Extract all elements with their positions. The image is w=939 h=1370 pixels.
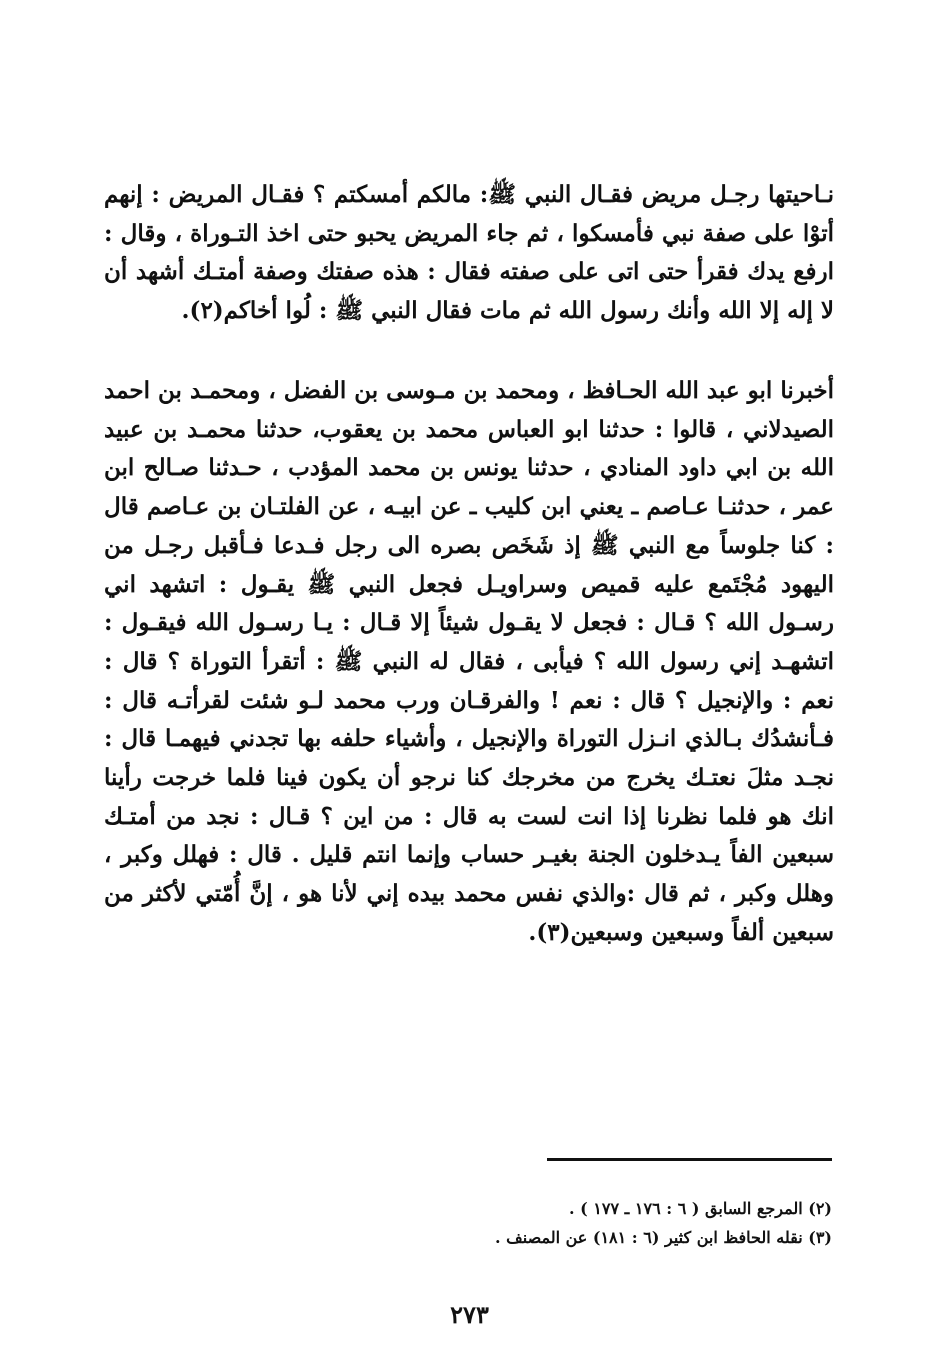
page-number: ٢٧٣ xyxy=(450,1300,489,1329)
body-paragraph-1 xyxy=(104,176,834,331)
body-paragraph-2 xyxy=(104,372,834,953)
footnote-2: (٢) المرجع السابق ( ٦ : ١٧٦ ـ ١٧٧ ) . xyxy=(569,1199,832,1218)
footnotes xyxy=(380,1194,832,1252)
footnote-divider xyxy=(547,1158,832,1161)
paragraph-text: نـاحيتها رجـل مريض فقـال النبي ﷺ: مالكم أمسكتم ؟ فقـال المريض : إنهم أتوْا على صفة نبي فأمسكوا ، ثم جاء المريض يحبو حتى اخذ التـوراة ، وقال : ارفع يدك فقرأ حتى اتى على صفته فقال : هذه صفتك وصفة أمتـك أشهد أن لا إله إلا الله وأنك رسول الله ثم مات فقال النبي ﷺ : لُوا أخاكم(٢). xyxy=(104,181,834,325)
paragraph-text: أخبرنا ابو عبد الله الحـافظ ، ومحمد بن مـوسى بن الفضل ، ومحمـد بن احمد الصيدلاني ، قالوا : حدثنا ابو العباس محمد بن يعقوب، حدثنا محمـد بن عبيد الله بن ابي داود المنادي ، حدثنا يونس بن محمد المؤدب ، حـدثنا صـالح ابن عمر ، حدثنـا عـاصم ـ يعني ابن كليب ـ عن ابيـه ، عن الفلتـان بن عـاصم قال : كنا جلوساً مع النبي ﷺ إذ شَخَص بصره الى رجل فـدعا فـأقبل رجـل من اليهود مُجْتَمع عليه قميص وسراويـل فجعل النبي ﷺ يقـول : اتشهد اني رسـول الله ؟ قـال : فجعل لا يقـول شيئاً إلا قـال : يـا رسـول الله فيقـول : اتشهـد إني رسول الله ؟ فيأبى ، فقال له النبي ﷺ : أتقرأ التوراة ؟ قال : نعم : والإنجيل ؟ قال : نعم ! والفرقـان ورب محمد لـو شئت لقرأتـه قال : فـأنشدُك بـالذي انـزل التوراة والإنجيل ، وأشياء حلفه بها تجدني فيهمـا قال : نجـد مثلَ نعتـك يخرج من مخرجك كنا نرجو أن يكون فينا فلما خرجت رأينا انك هو فلما نظرنا إذا انت لست به قال : من اين ؟ قـال : نجد من أمتـك سبعين الفاً يـدخلون الجنة بغيـر حساب وإنما انتم قليل . قال : فهلل وكبر ، وهلل وكبر ، ثم قال :والذي نفس محمد بيده إني لأنا هو ، إنَّ أُمّتي لأكثر من سبعين ألفاً وسبعين وسبعين(٣). xyxy=(104,377,834,946)
footnote-3: (٣) نقله الحافظ ابن كثير (٦ : ١٨١) عن المصنف . xyxy=(495,1228,832,1247)
